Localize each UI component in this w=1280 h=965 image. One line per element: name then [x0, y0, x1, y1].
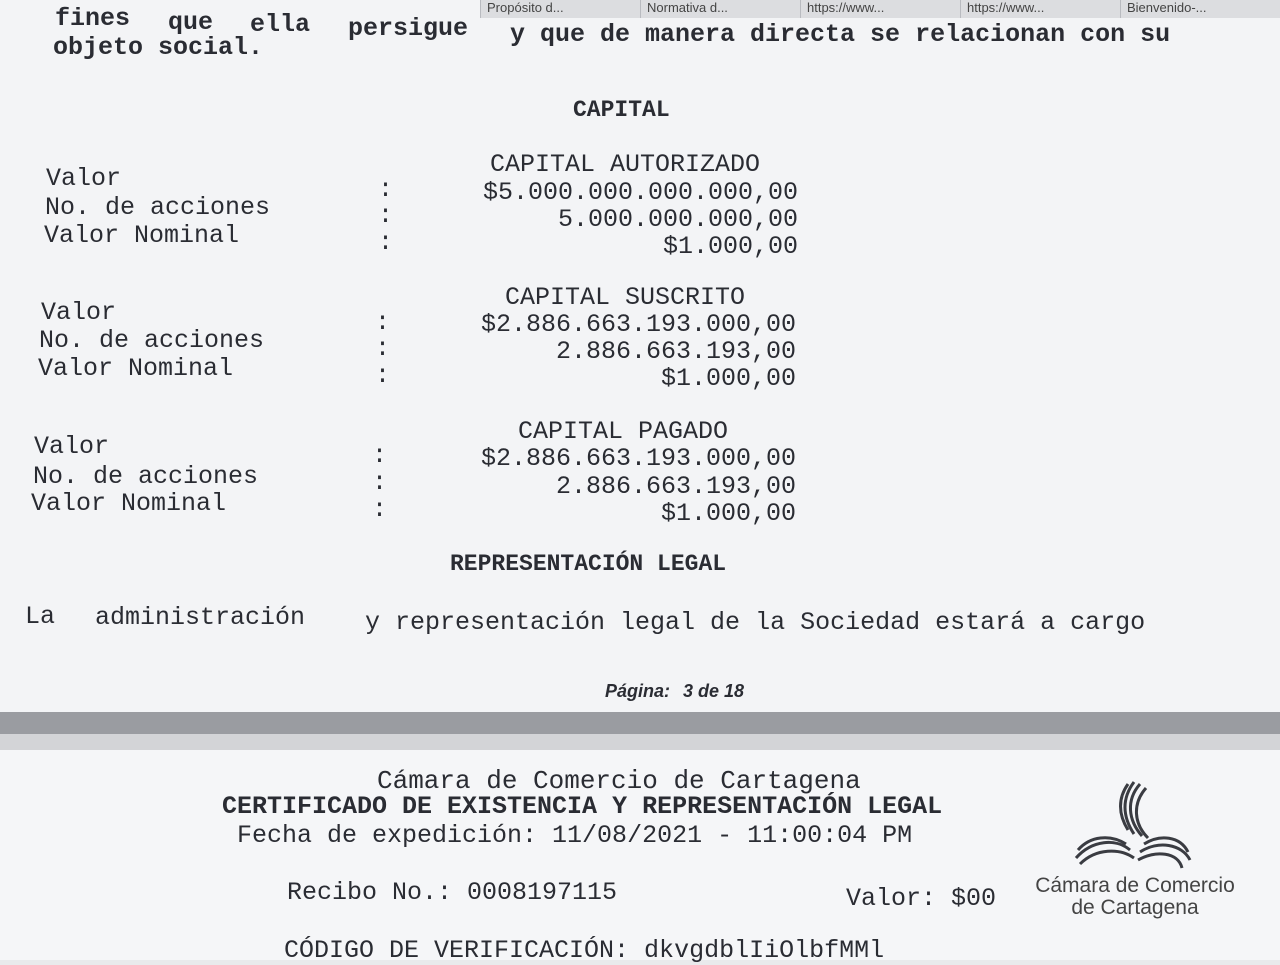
capital-pagado-title: CAPITAL PAGADO: [518, 417, 729, 446]
browser-tab[interactable]: Normativa d...: [640, 0, 800, 18]
colon: :: [378, 201, 394, 230]
row-label: Valor Nominal: [38, 354, 234, 383]
browser-tab[interactable]: https://www...: [800, 0, 960, 18]
page-label: Página:: [605, 681, 671, 701]
verification-code: CÓDIGO DE VERIFICACIÓN: dkvgdblIiOlbfMMl: [284, 936, 885, 965]
receipt-number: Recibo No.: 0008197115: [287, 878, 618, 907]
representacion-word: La: [25, 602, 56, 631]
row-value: $2.886.663.193.000,00: [480, 444, 796, 473]
row-label: Valor: [41, 298, 117, 327]
colon: :: [372, 441, 388, 470]
colon: :: [378, 175, 394, 204]
colon: :: [372, 468, 388, 497]
browser-tab[interactable]: https://www...: [960, 0, 1120, 18]
intro-line-2: objeto social.: [53, 33, 264, 62]
colon: :: [375, 334, 391, 363]
logo-text-line2: de Cartagena: [1071, 896, 1199, 919]
issue-date: Fecha de expedición: 11/08/2021 - 11:00:04 PM: [237, 821, 913, 850]
capital-autorizado-title: CAPITAL AUTORIZADO: [490, 150, 761, 179]
browser-tab-strip: [480, 0, 1280, 18]
row-label: No. de acciones: [45, 193, 271, 222]
intro-word: fines: [55, 4, 131, 33]
logo-text-line1: Cámara de Comercio: [1035, 874, 1235, 897]
browser-tab[interactable]: Bienvenido-...: [1120, 0, 1280, 18]
chamber-name: Cámara de Comercio de Cartagena: [377, 766, 861, 796]
representacion-word: administración: [95, 603, 306, 632]
chamber-logo-icon: [1030, 778, 1240, 870]
row-value: $5.000.000.000.000,00: [482, 178, 798, 207]
intro-word: persigue: [348, 14, 469, 43]
page-gap: [0, 734, 1280, 750]
representacion-heading: REPRESENTACIÓN LEGAL: [450, 551, 727, 577]
capital-suscrito-title: CAPITAL SUSCRITO: [505, 283, 746, 312]
page-separator: [0, 712, 1280, 734]
intro-text: y que de manera directa se relacionan con su: [510, 20, 1171, 49]
certificate-title: CERTIFICADO DE EXISTENCIA Y REPRESENTACIÓN LEGAL: [222, 792, 943, 821]
intro-word: ella: [250, 10, 311, 39]
capital-heading: CAPITAL: [573, 97, 670, 123]
row-label: Valor Nominal: [31, 489, 227, 518]
row-value: $1.000,00: [660, 364, 796, 393]
colon: :: [378, 228, 394, 257]
colon: :: [375, 308, 391, 337]
browser-tab[interactable]: Propósito d...: [480, 0, 640, 18]
receipt-amount: Valor: $00: [846, 884, 997, 913]
row-value: $1.000,00: [660, 499, 796, 528]
intro-word: que: [168, 8, 214, 37]
row-value: 2.886.663.193,00: [555, 472, 796, 501]
row-label: Valor: [46, 164, 122, 193]
row-value: 2.886.663.193,00: [555, 337, 796, 366]
row-value: $2.886.663.193.000,00: [480, 310, 796, 339]
row-label: Valor: [34, 432, 110, 461]
row-value: 5.000.000.000,00: [557, 205, 798, 234]
colon: :: [372, 495, 388, 524]
colon: :: [375, 361, 391, 390]
row-label: No. de acciones: [39, 326, 265, 355]
representacion-text: y representación legal de la Sociedad estará a cargo: [365, 608, 1146, 637]
row-value: $1.000,00: [662, 232, 798, 261]
page-number: [605, 681, 744, 702]
chamber-logo: [1030, 778, 1240, 919]
page-value: 3 de 18: [683, 681, 745, 701]
row-label: Valor Nominal: [44, 221, 240, 250]
row-label: No. de acciones: [33, 462, 259, 491]
